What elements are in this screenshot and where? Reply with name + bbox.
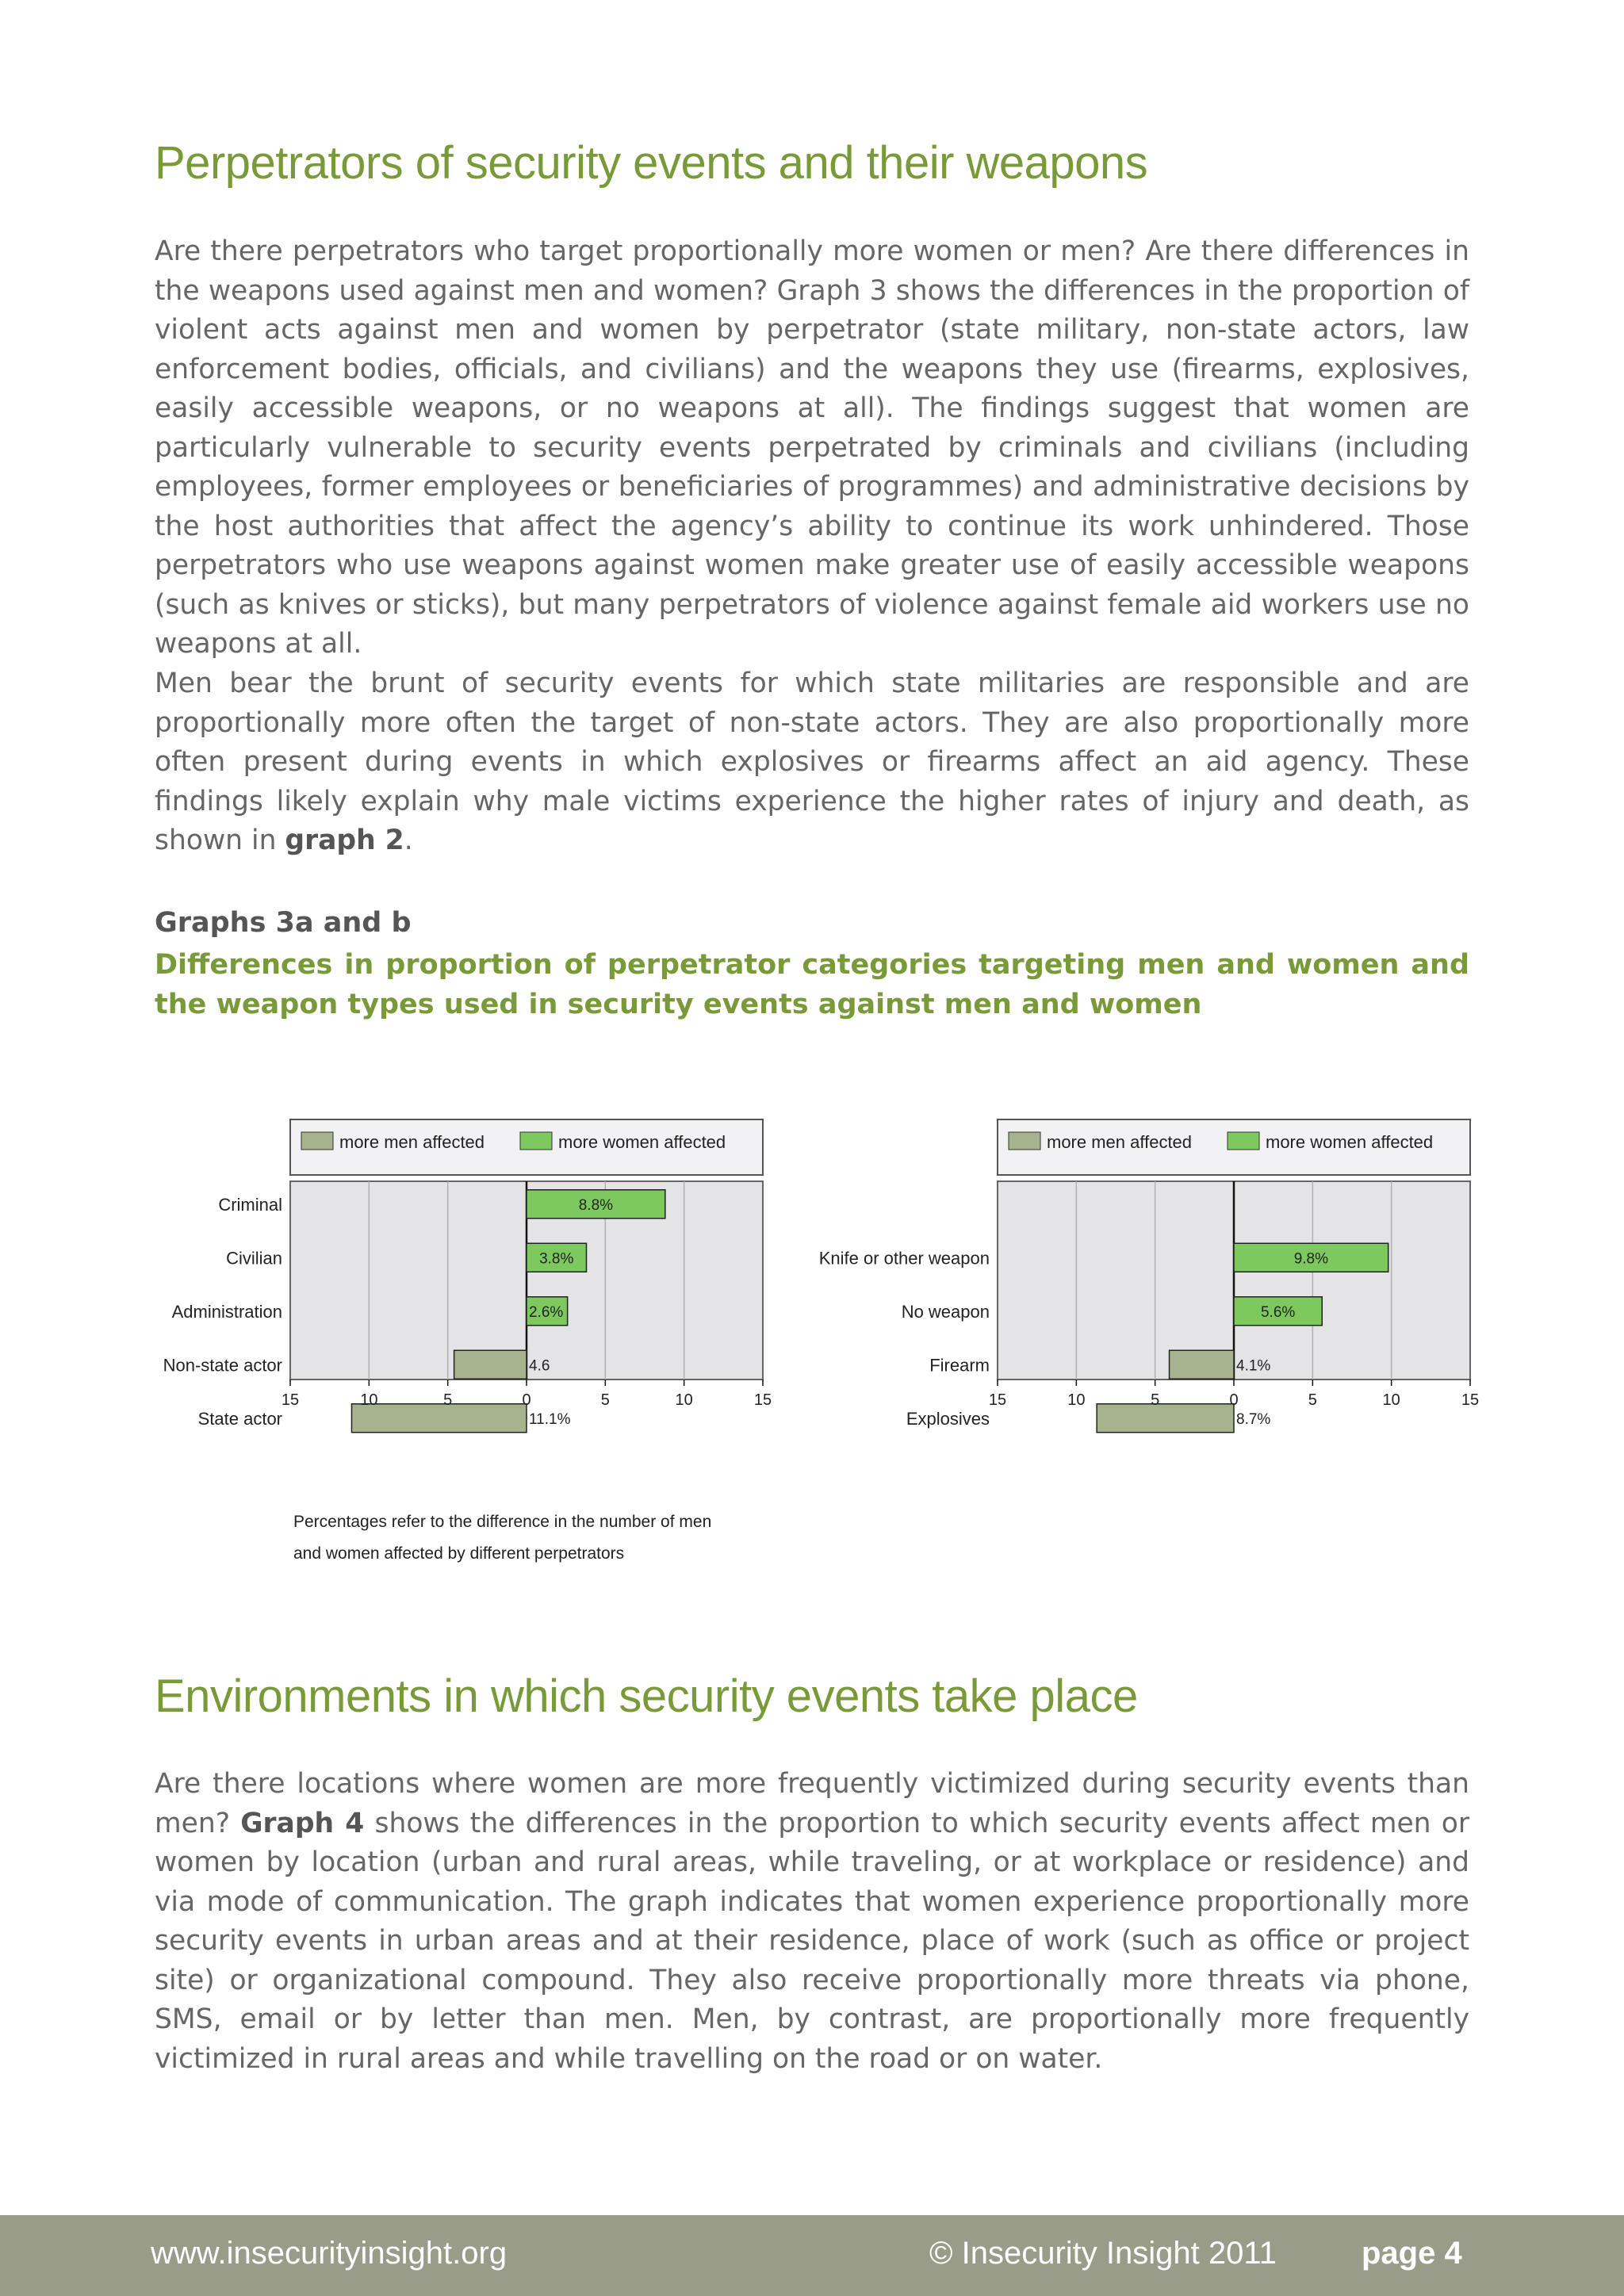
- legend-swatch-women: [1228, 1132, 1259, 1150]
- paragraph-environments: [155, 1765, 1469, 2079]
- bar-label: 5.6%: [1260, 1303, 1296, 1321]
- category-label: Criminal: [218, 1194, 282, 1215]
- section-heading-perpetrators: Perpetrators of security events and their weapons: [155, 137, 1148, 189]
- bar-label: 2.6%: [529, 1303, 564, 1321]
- paragraph-environments-rest: shows the differences in the proportion to which security events affect men or women by location (urban and rural areas, while traveling, or at workplace or residence) and via mode of communication. The graph indicates that women experience proportionally more security events in urban areas and at their residence, place of work (such as office or project site) or organizational compound. They also receive proportionally more threats via phone, SMS, email or by letter than men. Men, by contrast, are proportionally more frequently victimized in rural areas and while travelling on the road or on water.: [155, 1807, 1470, 2075]
- tick-label: 10: [1067, 1391, 1086, 1409]
- footer-page-number: page 4: [1362, 2236, 1462, 2271]
- tick-label: 15: [1461, 1391, 1480, 1409]
- chart-3a-perpetrators: [151, 1110, 801, 1490]
- bar: [351, 1404, 527, 1433]
- tick-label: 5: [443, 1391, 453, 1409]
- category-label: Civilian: [226, 1248, 282, 1269]
- bar-label: 4.6: [529, 1357, 550, 1375]
- paragraph-men-brunt-text: Men bear the brunt of security events for which state militaries are responsible and are proportionally more often the target of non-state actors. They are also proportionally more often present during events in which explosives or firearms affect an aid agency. These findings likely explain why male victims experience the higher rates of injury and death, as shown in: [155, 668, 1469, 856]
- chart-note: [293, 1506, 785, 1570]
- category-label: State actor: [197, 1408, 282, 1429]
- bar-label: 8.8%: [578, 1196, 614, 1214]
- tick-label: 5: [600, 1391, 610, 1409]
- tick-label: 0: [1229, 1391, 1239, 1409]
- graph-label: Graphs 3a and b: [155, 907, 412, 939]
- paragraph-end: .: [404, 825, 413, 856]
- tick-label: 15: [988, 1391, 1007, 1409]
- bar: [454, 1350, 527, 1379]
- chart-note-line1: Percentages refer to the difference in the number of men: [293, 1513, 712, 1531]
- tick-label: 0: [522, 1391, 531, 1409]
- paragraph-perpetrators-intro: Are there perpetrators who target proportionally more women or men? Are there differences in the weapons used against men and women? Graph 3 shows the differences in the proportion of violent acts against men and women by perpetrator (state military, non-state actors, law enforcement bodies, officials, and civilians) and the weapons they use (firearms, explosives, easily accessible weapons, or no weapons at all). The findings suggest that women are particularly vulnerable to security events perpetrated by criminals and civilians (including employees, former employees or beneficiaries of programmes) and administrative decisions by the host authorities that affect the agency’s ability to continue its work unhindered. Those perpetrators who use weapons against women make greater use of easily accessible weapons (such as knives or sticks), but many perpetrators of violence against female aid workers use no weapons at all.: [155, 235, 1469, 660]
- bar: [1097, 1404, 1234, 1433]
- category-label: Non-state actor: [163, 1355, 282, 1376]
- category-label: Firearm: [929, 1355, 990, 1376]
- legend-label-women: more women affected: [1266, 1132, 1434, 1152]
- bar-label: 8.7%: [1236, 1410, 1271, 1428]
- graph-2-reference: graph 2: [285, 825, 404, 856]
- tick-label: 10: [360, 1391, 378, 1409]
- tick-label: 5: [1151, 1391, 1160, 1409]
- paragraph-environments-start: Are there locations where women are more frequently victimized during security events than men?: [155, 1768, 1469, 1839]
- legend-label-men: more men affected: [339, 1132, 485, 1152]
- tick-label: 10: [675, 1391, 693, 1409]
- footer-copyright: © Insecurity Insight 2011: [929, 2236, 1277, 2271]
- bar-label: 3.8%: [539, 1250, 574, 1268]
- category-label: Knife or other weapon: [818, 1248, 990, 1269]
- legend-swatch-men: [301, 1132, 333, 1150]
- legend-label-men: more men affected: [1047, 1132, 1193, 1152]
- section-heading-environments: Environments in which security events take place: [155, 1670, 1138, 1722]
- legend-label-women: more women affected: [558, 1132, 726, 1152]
- paragraph-men-brunt: [155, 664, 1469, 861]
- footer-website-link[interactable]: www.insecurityinsight.org: [151, 2236, 508, 2271]
- tick-label: 15: [281, 1391, 300, 1409]
- category-label: Explosives: [906, 1408, 990, 1429]
- tick-label: 10: [1382, 1391, 1400, 1409]
- bar-label: 4.1%: [1236, 1357, 1271, 1375]
- bar-label: 11.1%: [529, 1410, 571, 1428]
- footer-bar: [0, 2215, 1624, 2296]
- graph-4-reference: Graph 4: [240, 1807, 365, 1839]
- bar-label: 9.8%: [1293, 1250, 1329, 1268]
- chart-3b-weapons: [793, 1110, 1491, 1490]
- category-label: No weapon: [901, 1301, 990, 1322]
- graph-caption: Differences in proportion of perpetrator categories targeting men and women and the weapon types used in security events against men and women: [155, 949, 1469, 1020]
- legend-swatch-men: [1009, 1132, 1040, 1150]
- legend-swatch-women: [520, 1132, 552, 1150]
- tick-label: 5: [1308, 1391, 1317, 1409]
- chart-note-line2: and women affected by different perpetrators: [293, 1544, 625, 1563]
- bar: [1170, 1350, 1234, 1379]
- category-label: Administration: [171, 1301, 282, 1322]
- tick-label: 15: [753, 1391, 772, 1409]
